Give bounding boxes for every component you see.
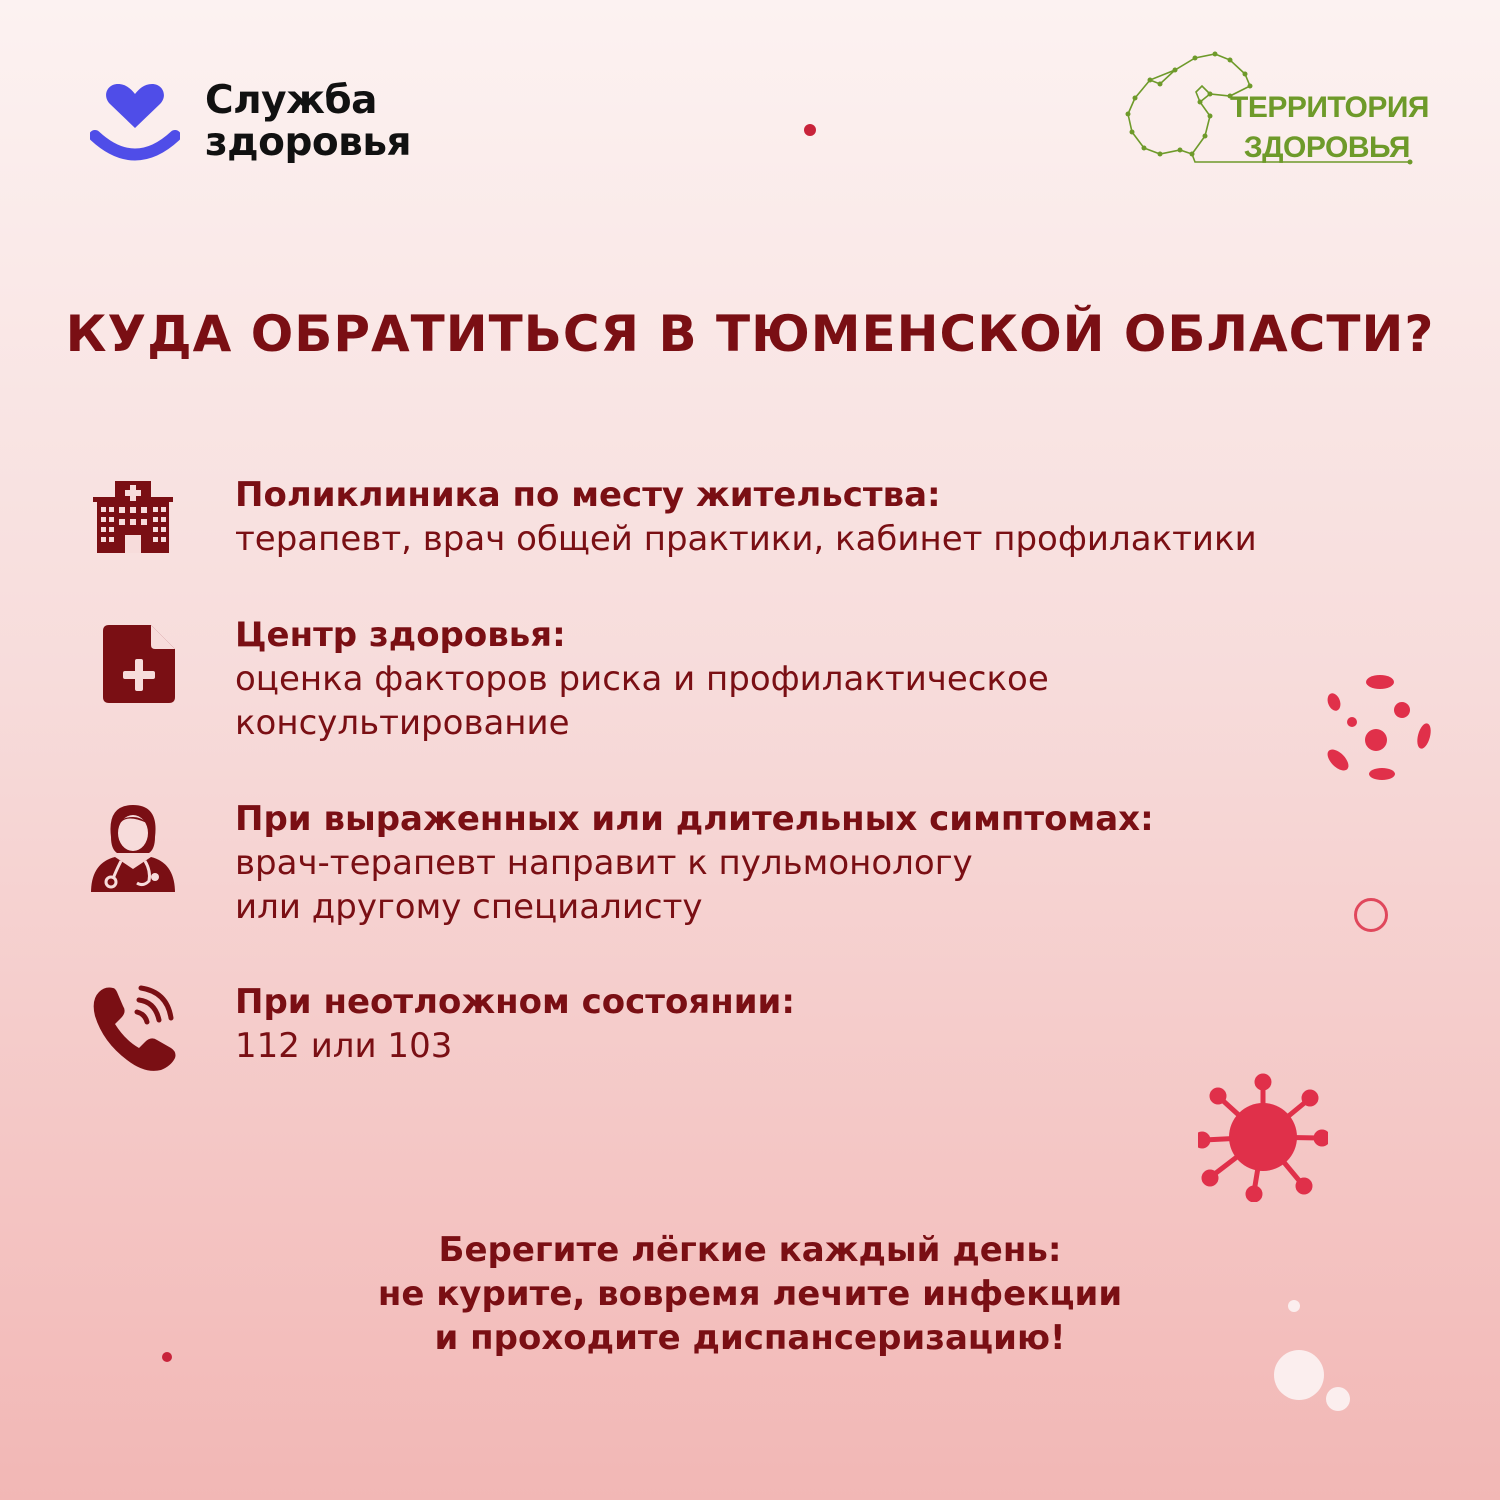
footer-line: не курите, вовремя лечите инфекции — [377, 1274, 1123, 1314]
decorative-ring — [1354, 898, 1388, 932]
footer-line: и проходите диспансеризацию! — [434, 1318, 1066, 1358]
sluzhba-zdorovya-wordmark: Служба здоровья — [205, 78, 412, 165]
phone-call-icon — [85, 980, 180, 1075]
page-title: КУДА ОБРАТИТЬСЯ В ТЮМЕНСКОЙ ОБЛАСТИ? — [65, 305, 1435, 363]
doctor-icon — [85, 797, 180, 892]
item-description-line: 112 или 103 — [235, 1026, 453, 1066]
item-description-line: терапевт, врач общей практики, кабинет профилактики — [235, 519, 1257, 559]
item-heading: Поликлиника по месту жительства: — [235, 475, 941, 515]
item-heading: Центр здоровья: — [235, 615, 566, 655]
sluzhba-zdorovya-logo — [90, 78, 470, 173]
item-heading: При неотложном состоянии: — [235, 982, 795, 1022]
virus-icon — [1198, 1072, 1328, 1202]
item-description-line: оценка факторов риска и профилактическое — [235, 659, 1049, 699]
footer-line: Берегите лёгкие каждый день: — [438, 1230, 1062, 1270]
item-description-line: или другому специалисту — [235, 887, 703, 927]
decorative-dot — [162, 1352, 172, 1362]
item-description — [235, 517, 1415, 561]
territoriya-zdorovya-wordmark: ТЕРРИТОРИЯ ЗДОРОВЬЯ — [1230, 91, 1429, 164]
territoriya-zdorovya-logo — [1120, 50, 1429, 180]
item-description-line: консультирование — [235, 703, 570, 743]
item-description-line: врач-терапевт направит к пульмонологу — [235, 843, 973, 883]
decorative-bubble — [1326, 1387, 1350, 1411]
footer-message — [0, 1228, 1500, 1360]
hospital-icon — [85, 473, 180, 568]
item-heading: При выраженных или длительных симптомах: — [235, 799, 1154, 839]
decorative-dot — [804, 124, 816, 136]
item-description — [235, 841, 1415, 929]
heart-smile-icon — [90, 78, 180, 168]
decorative-bubble — [1288, 1300, 1300, 1312]
item-description — [235, 657, 1415, 745]
item-description — [235, 1024, 1415, 1068]
decorative-bubble — [1274, 1350, 1324, 1400]
blood-cells-icon — [1318, 668, 1438, 788]
medical-document-icon — [85, 613, 180, 708]
